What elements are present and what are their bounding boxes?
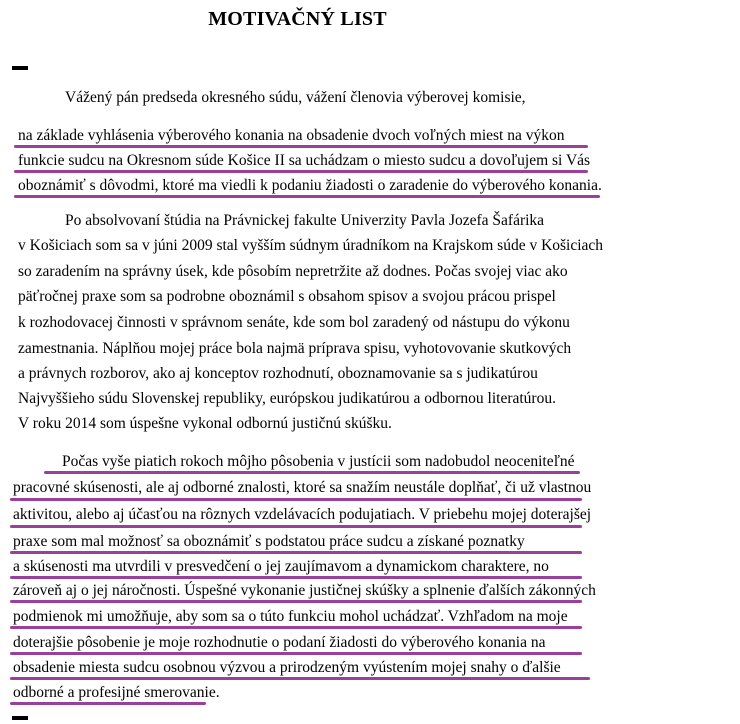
paragraph-2-line: v Košiciach som sa v júni 2009 stal vyšším súdnym úradníkom na Krajskom súde v Košiciach: [18, 237, 604, 254]
scan-mark: [12, 66, 28, 70]
paragraph-3-line: obsadenie miesta sudcu osobnou výzvou a prirodzeným vyústením mojej snahy o ďalšie: [13, 659, 561, 676]
paragraph-1-line: oboznámiť s dôvodmi, ktoré ma viedli k podaniu žiadosti o zaradenie do výberového konania.: [18, 177, 602, 194]
paragraph-3-line: odborné a profesijné smerovanie.: [13, 684, 220, 701]
highlight-underline: [10, 498, 582, 501]
salutation: Vážený pán predseda okresného súdu, vážení členovia výberovej komisie,: [65, 89, 526, 106]
paragraph-3-line: Počas vyše piatich rokoch môjho pôsobenia v justícii som nadobudol neoceniteľné: [62, 453, 575, 470]
paragraph-2-line: zamestnania. Náplňou mojej práce bola najmä príprava spisu, vyhotovovanie skutkových: [18, 340, 572, 357]
highlight-underline: [44, 471, 580, 474]
paragraph-3-line: a skúsenosti ma utvrdili v presvedčení o jej zaujímavom a dynamickom charaktere, no: [13, 558, 549, 575]
highlight-underline: [14, 170, 588, 173]
page-title: MOTIVAČNÝ LIST: [208, 8, 387, 30]
highlight-underline: [14, 195, 600, 198]
paragraph-2-line: V roku 2014 som úspešne vykonal odbornú justičnú skúšku.: [18, 415, 392, 432]
highlight-underline: [10, 677, 590, 680]
highlight-underline: [10, 525, 582, 528]
paragraph-3-line: zároveň aj o jej náročnosti. Úspešné vykonanie justičnej skúšky a splnenie ďalších zákonných: [13, 582, 596, 599]
highlight-underline: [10, 600, 582, 603]
highlight-underline: [10, 652, 582, 655]
paragraph-1-line: na základe vyhlásenia výberového konania na obsadenie dvoch voľných miest na výkon: [18, 127, 565, 144]
paragraph-2-line: so zaradením na správny úsek, kde pôsobím nepretržite až dodnes. Počas svojej viac ako: [18, 263, 568, 280]
paragraph-2-line: päťročnej praxe som sa podrobne oboznámil s obsahom spisov a svojou prácou prispel: [18, 288, 556, 305]
paragraph-2-line: Po absolvovaní štúdia na Právnickej fakulte Univerzity Pavla Jozefa Šafárika: [65, 212, 545, 229]
highlight-underline: [10, 576, 582, 579]
highlight-underline: [14, 145, 588, 148]
paragraph-3-line: podmienok mi umožňuje, aby som sa o túto funkciu mohol uchádzať. Vzhľadom na moje: [13, 608, 568, 625]
paragraph-3-line: aktivitou, alebo aj účasťou na rôznych vzdelávacích podujatiach. V priebehu mojej doterajšej: [13, 506, 592, 523]
paragraph-2-line: Najvyššieho súdu Slovenskej republiky, európskou judikatúrou a odbornou literatúrou.: [18, 390, 556, 407]
paragraph-3-line: pracovné skúsenosti, ale aj odborné znalosti, ktoré sa snažím neustále doplňať, či už vlastnou: [13, 479, 592, 496]
paragraph-3-line: praxe som mal možnosť sa oboznámiť s podstatou práce sudcu a získané poznatky: [13, 533, 525, 550]
highlight-underline: [10, 626, 582, 629]
scan-mark: [12, 716, 28, 720]
highlight-underline: [10, 702, 206, 705]
paragraph-3-line: doterajšie pôsobenie je moje rozhodnutie o podaní žiadosti do výberového konania na: [13, 634, 546, 651]
paragraph-1-line: funkcie sudcu na Okresnom súde Košice II sa uchádzam o miesto sudcu a dovoľujem si Vás: [18, 152, 591, 169]
highlight-underline: [10, 551, 582, 554]
paragraph-2-line: a právnych rozborov, ako aj konceptov rozhodnutí, oboznamovanie sa s judikatúrou: [18, 365, 538, 382]
paragraph-2-line: k rozhodovacej činnosti v správnom senáte, kde som bol zaradený od nástupu do výkonu: [18, 314, 570, 331]
